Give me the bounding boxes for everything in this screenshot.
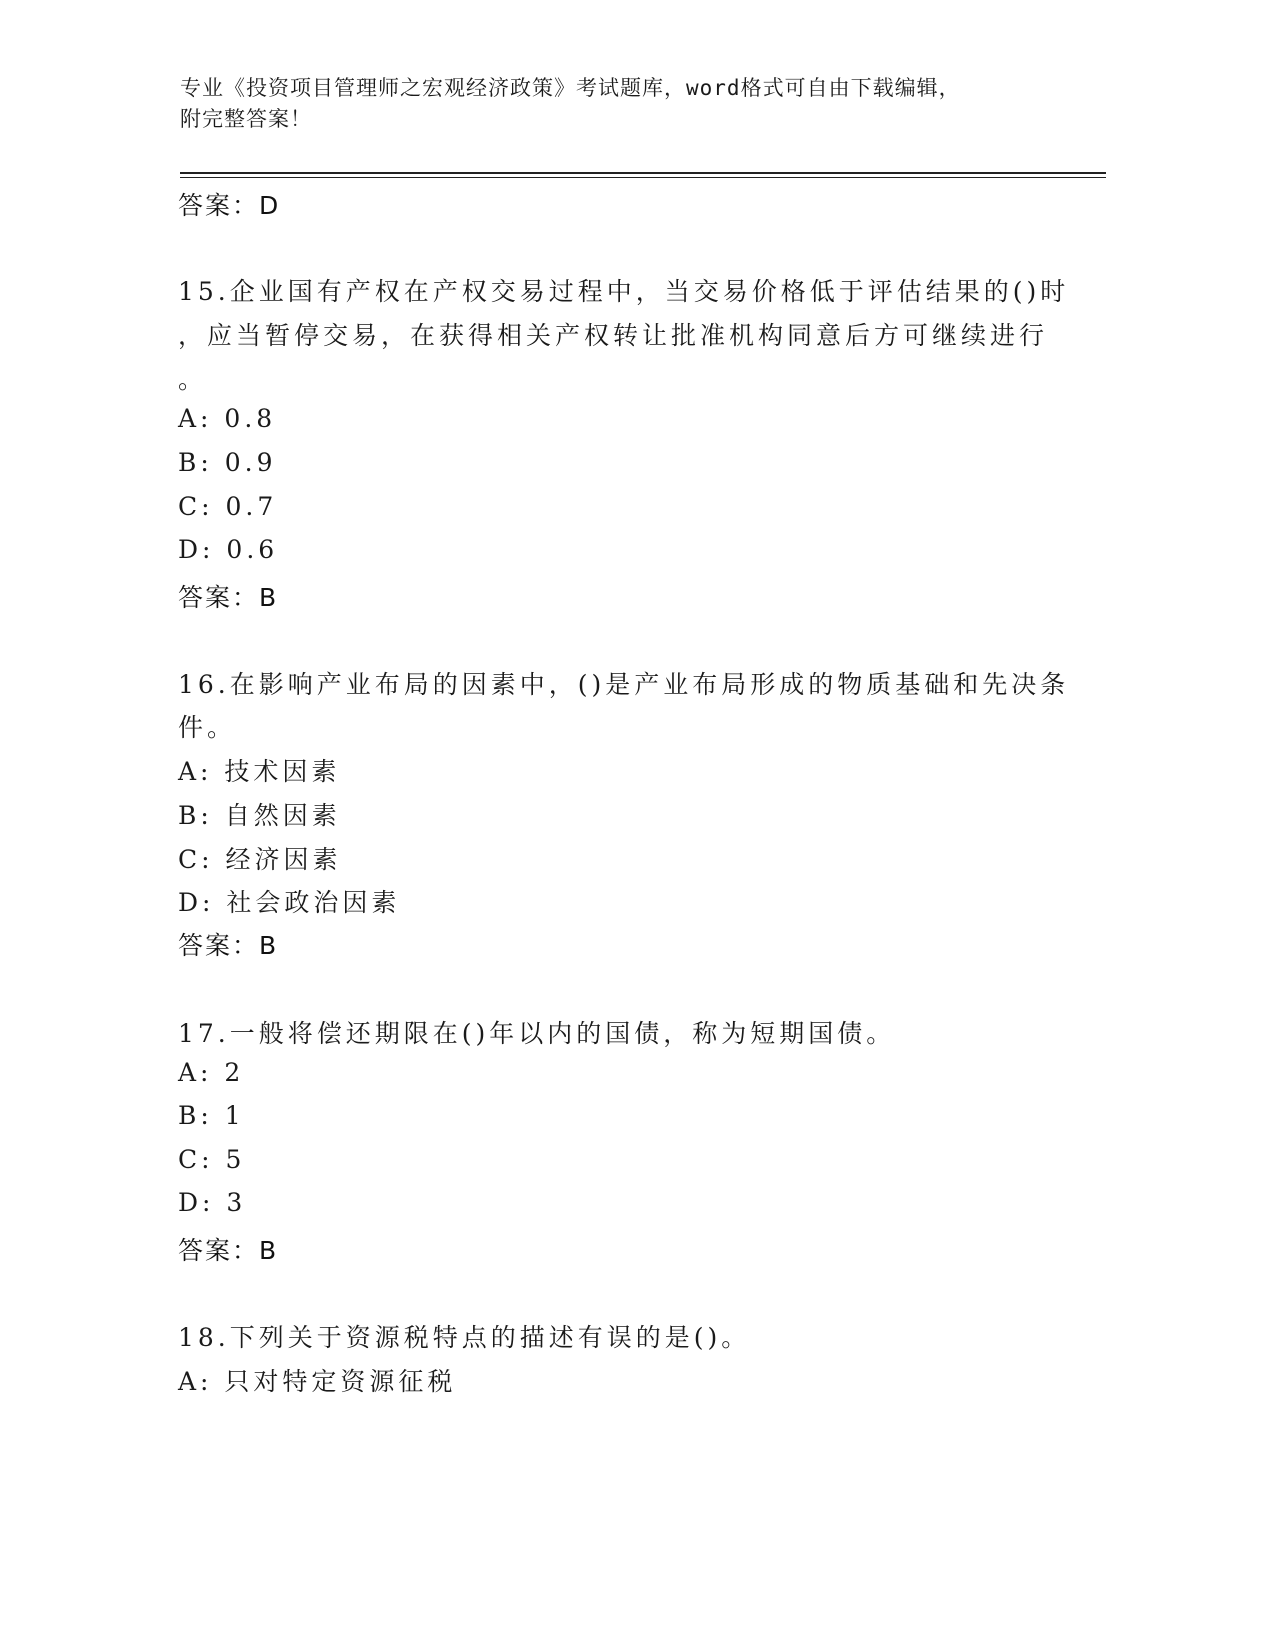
question-15-text-line-2: ，应当暂停交易，在获得相关产权转让批准机构同意后方可继续进行 — [178, 321, 1049, 350]
question-17-option-c: C: 5 — [178, 1145, 246, 1174]
question-16-answer: 答案：B — [178, 931, 279, 960]
question-17-option-a: A: 2 — [178, 1058, 245, 1087]
question-18-text-line-1: 18.下列关于资源税特点的描述有误的是()。 — [178, 1323, 751, 1352]
document-header — [180, 73, 1060, 135]
header-divider-thin — [180, 177, 1106, 178]
question-15-option-b: B: 0.9 — [178, 448, 277, 477]
question-17-answer: 答案：B — [178, 1236, 279, 1265]
question-15-answer: 答案：B — [178, 583, 279, 612]
question-17-option-d: D: 3 — [178, 1188, 247, 1217]
question-17-text-line-1: 17.一般将偿还期限在()年以内的国债，称为短期国债。 — [178, 1019, 896, 1048]
question-16-option-b: B: 自然因素 — [178, 801, 341, 830]
question-15-text-line-1: 15.企业国有产权在产权交易过程中，当交易价格低于评估结果的()时 — [178, 277, 1070, 306]
header-divider-thick — [180, 172, 1106, 174]
header-line-2: 附完整答案！ — [180, 107, 312, 131]
answer-prev: 答案：D — [178, 191, 281, 220]
question-15-option-c: C: 0.7 — [178, 492, 278, 521]
question-15-option-d: D: 0.6 — [178, 535, 279, 564]
question-16-option-d: D: 社会政治因素 — [178, 888, 401, 917]
question-15-option-a: A: 0.8 — [178, 404, 277, 433]
question-16-option-c: C: 经济因素 — [178, 845, 342, 874]
question-16-text-line-2: 件。 — [178, 713, 237, 742]
question-18-option-a: A: 只对特定资源征税 — [178, 1367, 457, 1396]
header-line-1: 专业《投资项目管理师之宏观经济政策》考试题库，word格式可自由下载编辑， — [180, 76, 961, 100]
question-15-text-line-3: 。 — [178, 365, 208, 394]
question-17-option-b: B: 1 — [178, 1101, 245, 1130]
question-16-option-a: A: 技术因素 — [178, 757, 341, 786]
question-16-text-line-1: 16.在影响产业布局的因素中，()是产业布局形成的物质基础和先决条 — [178, 670, 1070, 699]
